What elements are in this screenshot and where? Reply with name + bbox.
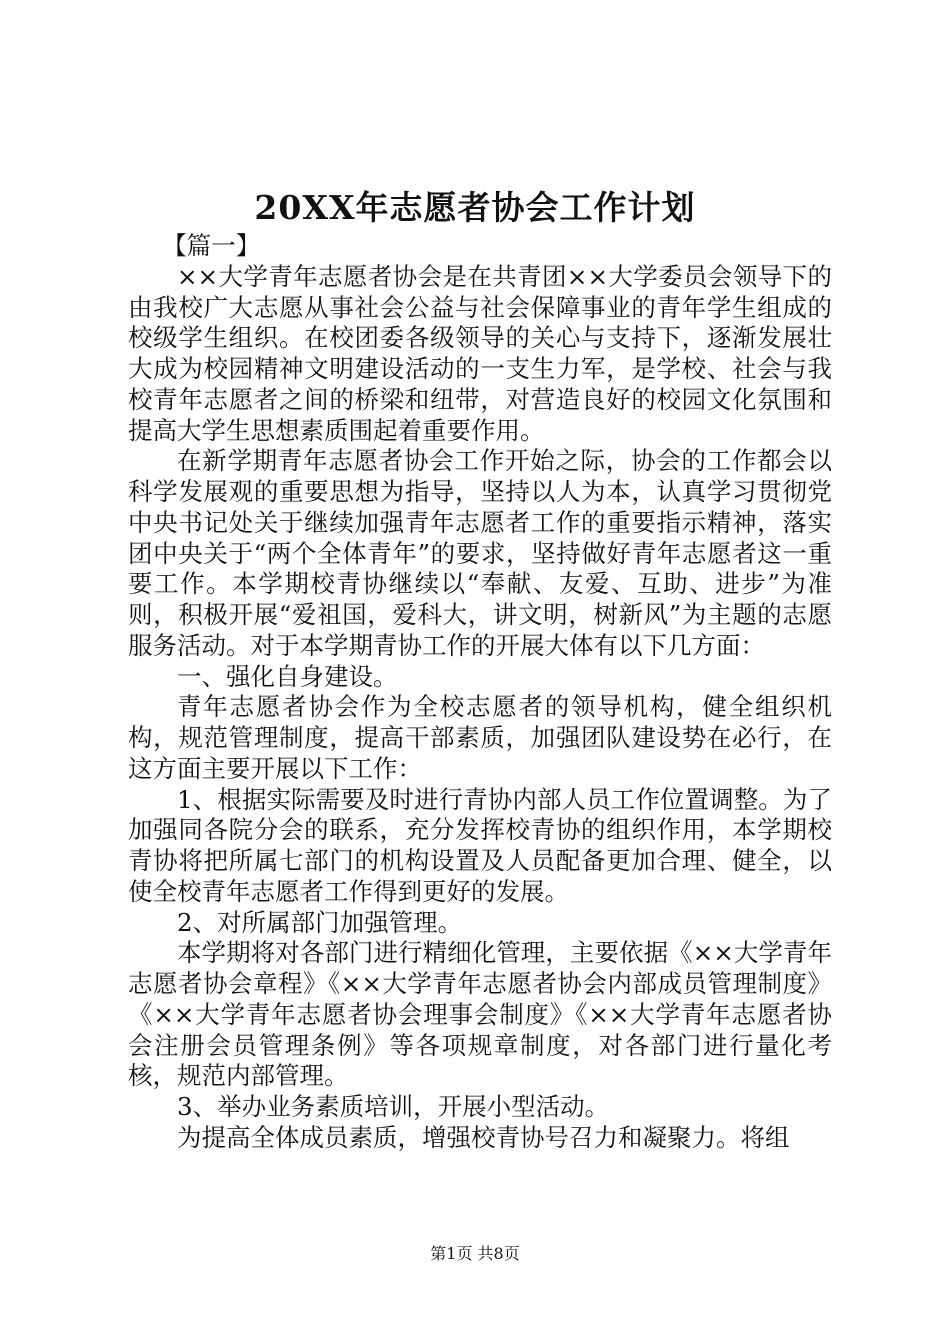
paragraph: 本学期将对各部门进行精细化管理，主要依据《××大学青年志愿者协会章程》《××大学青年志愿者协会内部成员管理制度》《××大学青年志愿者协会理事会制度》《××大学青年志愿者协会注册会员管理条例》等各项规章制度，对各部门进行量化考核，规范内部管理。 bbox=[128, 938, 832, 1091]
document-title: 20XX年志愿者协会工作计划 bbox=[254, 188, 696, 227]
paragraph: 为提高全体成员素质，增强校青协号召力和凝聚力。将组 bbox=[177, 1122, 790, 1152]
section-heading: 一、强化自身建设。 bbox=[177, 661, 398, 691]
paragraph: 1、根据实际需要及时进行青协内部人员工作位置调整。为了加强同各院分会的联系，充分发挥校青协的组织作用，本学期校青协将把所属七部门的机构设置及人员配备更加合理、健全，以使全校青年志愿者工作得到更好的发展。 bbox=[128, 784, 832, 906]
document-body bbox=[128, 231, 832, 1154]
sub-heading: 2、对所属部门加强管理。 bbox=[177, 907, 463, 937]
paragraph: 在新学期青年志愿者协会工作开始之际，协会的工作都会以科学发展观的重要思想为指导，坚持以人为本，认真学习贯彻党中央书记处关于继续加强青年志愿者工作的重要指示精神，落实团中央关于“两个全体青年”的要求，坚持做好青年志愿者这一重要工作。本学期校青协继续以“奉献、友爱、互助、进步”为准则，积极开展“爱祖国，爱科大，讲文明，树新风”为主题的志愿服务活动。对于本学期青协工作的开展大体有以下几方面： bbox=[128, 446, 832, 660]
paragraph: 青年志愿者协会作为全校志愿者的领导机构，健全组织机构，规范管理制度，提高干部素质，加强团队建设势在必行，在这方面主要开展以下工作： bbox=[128, 692, 832, 783]
sub-heading: 3、举办业务素质培训，开展小型活动。 bbox=[177, 1092, 610, 1121]
section-marker: 【篇一】 bbox=[162, 231, 261, 260]
paragraph: ××大学青年志愿者协会是在共青团××大学委员会领导下的由我校广大志愿从事社会公益与社会保障事业的青年学生组成的校级学生组织。在校团委各级领导的关心与支持下，逐渐发展壮大成为校园精神文明建设活动的一支生力军，是学校、社会与我校青年志愿者之间的桥梁和纽带，对营造良好的校园文化氛围和提高大学生思想素质围起着重要作用。 bbox=[128, 261, 832, 445]
page-footer: 第1页 共8页 bbox=[430, 1244, 520, 1263]
